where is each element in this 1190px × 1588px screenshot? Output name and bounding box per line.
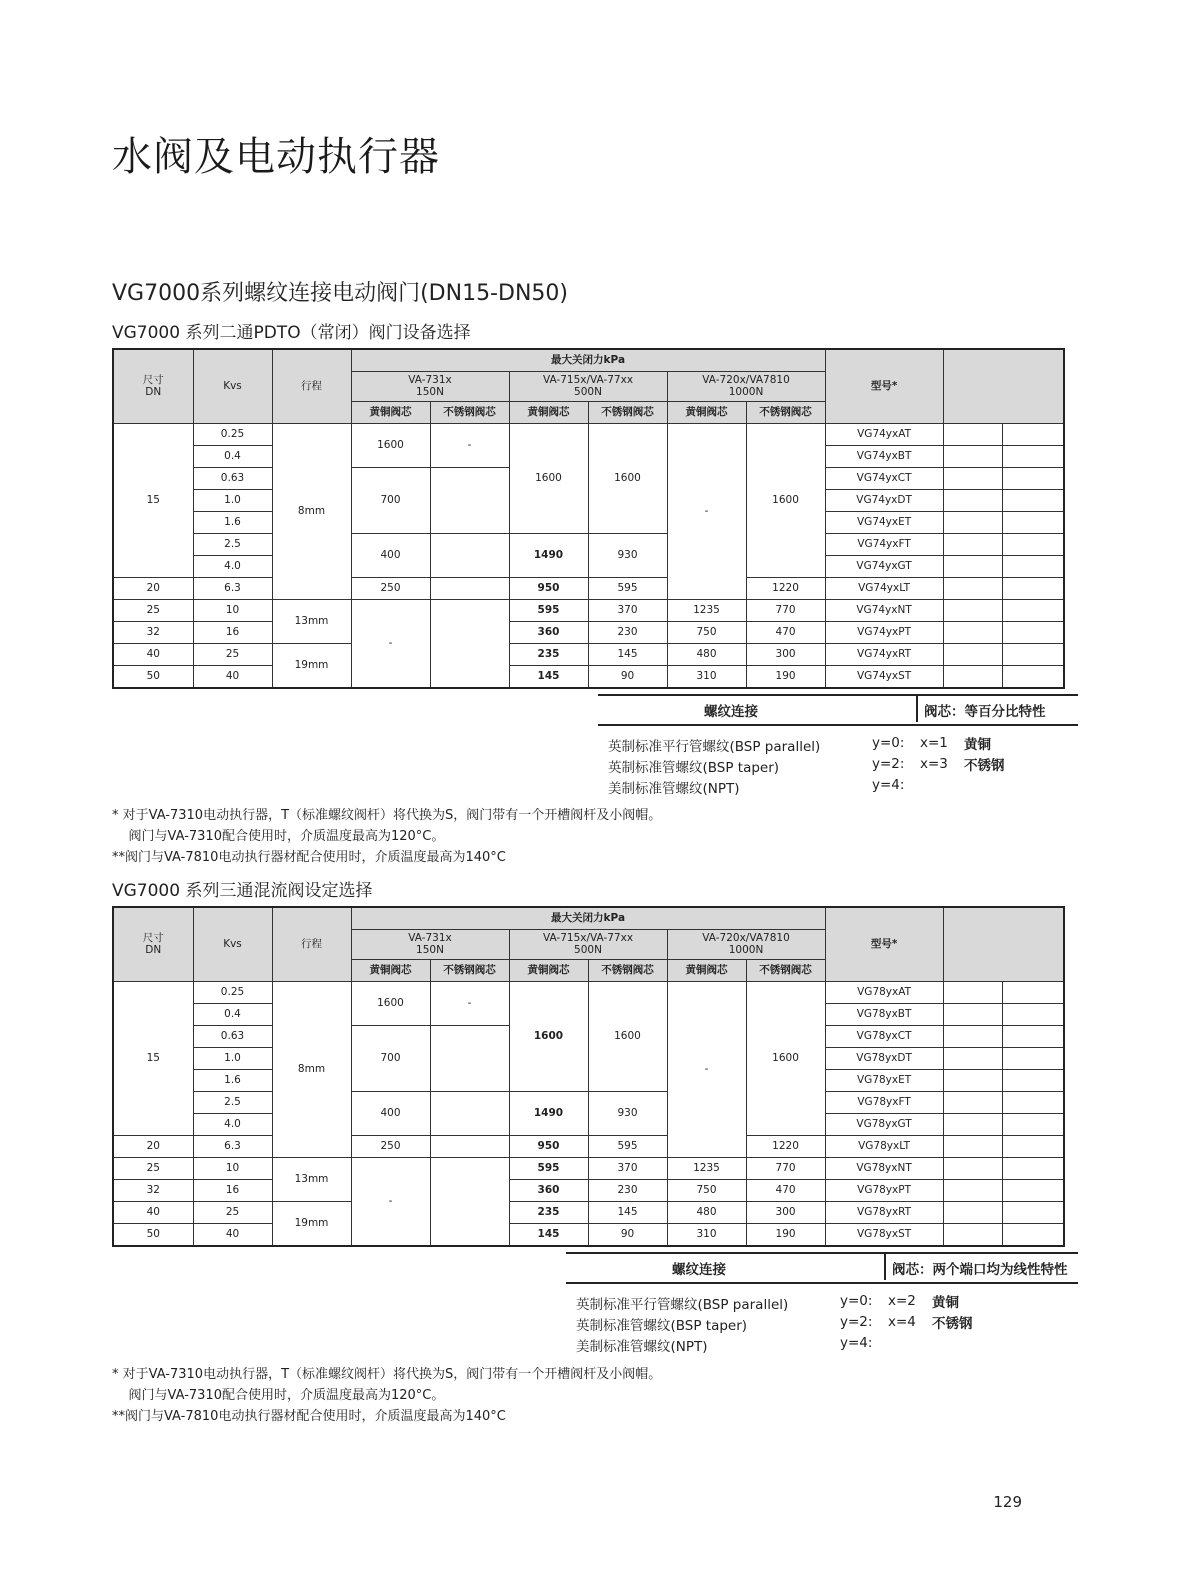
cell-model: VG74yxET <box>825 512 943 534</box>
header-size-dn: 尺寸 DN <box>113 349 193 424</box>
cell-kvs: 1.0 <box>193 490 272 512</box>
cell-c2-steel: 595 <box>588 1136 667 1158</box>
header-max-close: 最大关闭力kPa <box>351 349 825 372</box>
cell-model: VG74yxDT <box>825 490 943 512</box>
cell-model: VG74yxNT <box>825 600 943 622</box>
note-line: **阀门与VA-7810电动执行器材配合使用时，介质温度最高为140°C <box>112 850 506 865</box>
cell-kvs: 0.63 <box>193 1026 272 1048</box>
cell-model: VG78yxET <box>825 1070 943 1092</box>
cell-c2-brass: 235 <box>509 644 588 666</box>
cell-c3-brass: 750 <box>667 1180 746 1202</box>
header-model: 型号* <box>825 907 943 982</box>
table2-notes <box>112 1364 661 1427</box>
table-row <box>113 666 1064 689</box>
cell-kvs: 16 <box>193 622 272 644</box>
cell-c2-brass: 950 <box>509 578 588 600</box>
cell-c3-brass: - <box>667 982 746 1158</box>
legend-row-material: 不锈钢 <box>932 1316 973 1332</box>
cell-kvs: 1.0 <box>193 1048 272 1070</box>
legend-row-y: y=4: <box>872 777 905 793</box>
cell-dn: 20 <box>113 1136 193 1158</box>
legend-row-y: y=0: <box>872 735 905 751</box>
header-steel: 不锈钢阀芯 <box>746 402 825 424</box>
cell-c3-steel: 770 <box>746 600 825 622</box>
cell-c1-brass: 700 <box>351 468 430 534</box>
cell-c1-brass: 400 <box>351 534 430 578</box>
cell-c2-steel: 595 <box>588 578 667 600</box>
cell-stroke: 13mm <box>272 1158 351 1202</box>
cell-model: VG74yxLT <box>825 578 943 600</box>
cell-c2-steel: 930 <box>588 1092 667 1136</box>
cell-kvs: 6.3 <box>193 578 272 600</box>
header-stroke: 行程 <box>272 907 351 982</box>
cell-kvs: 25 <box>193 1202 272 1224</box>
cell-dn: 15 <box>113 982 193 1136</box>
cell-model: VG74yxST <box>825 666 943 689</box>
cell-model: VG78yxGT <box>825 1114 943 1136</box>
cell-c2-brass: 145 <box>509 666 588 689</box>
note-line: 阀门与VA-7310配合使用时，介质温度最高为120°C。 <box>112 1388 445 1403</box>
legend-row-material: 黄铜 <box>964 737 991 753</box>
table2-title: VG7000 系列三通混流阀设定选择 <box>112 881 373 901</box>
table-row <box>113 1092 1064 1114</box>
cell-dn: 20 <box>113 578 193 600</box>
header-kvs: Kvs <box>193 349 272 424</box>
cell-c2-brass: 1600 <box>509 424 588 534</box>
cell-dn: 15 <box>113 424 193 578</box>
legend-core: 阀芯：等百分比特性 <box>924 704 1046 720</box>
cell-c2-brass: 950 <box>509 1136 588 1158</box>
cell-kvs: 6.3 <box>193 1136 272 1158</box>
table-row <box>113 1180 1064 1202</box>
header-steel: 不锈钢阀芯 <box>746 960 825 982</box>
cell-c1-steel: - <box>430 982 509 1026</box>
legend-row-label: 英制标准管螺纹(BSP taper) <box>576 1318 748 1334</box>
table2-spec-table <box>112 906 1065 1247</box>
cell-kvs: 16 <box>193 1180 272 1202</box>
cell-c2-steel: 370 <box>588 600 667 622</box>
cell-dn: 40 <box>113 1202 193 1224</box>
cell-c3-steel: 1600 <box>746 982 825 1136</box>
cell-c3-steel: 190 <box>746 666 825 689</box>
cell-kvs: 10 <box>193 1158 272 1180</box>
cell-model: VG74yxGT <box>825 556 943 578</box>
legend-connection: 螺纹连接 <box>672 1262 726 1278</box>
cell-stroke: 19mm <box>272 644 351 689</box>
cell-c3-steel: 300 <box>746 1202 825 1224</box>
cell-stroke: 8mm <box>272 424 351 600</box>
table-row <box>113 1158 1064 1180</box>
table-row <box>113 424 1064 446</box>
cell-c3-steel: 190 <box>746 1224 825 1247</box>
section-title: VG7000系列螺纹连接电动阀门(DN15-DN50) <box>112 281 568 306</box>
cell-kvs: 0.4 <box>193 446 272 468</box>
note-line: * 对于VA-7310电动执行器，T（标准螺纹阀杆）将代换为S，阀门带有一个开槽阀杆及小阀帽。 <box>112 808 662 823</box>
legend-row-material: 黄铜 <box>932 1295 959 1311</box>
cell-kvs: 1.6 <box>193 512 272 534</box>
cell-c2-brass: 595 <box>509 1158 588 1180</box>
cell-dn: 25 <box>113 1158 193 1180</box>
note-line: * 对于VA-7310电动执行器，T（标准螺纹阀杆）将代换为S，阀门带有一个开槽阀杆及小阀帽。 <box>112 1367 662 1382</box>
cell-model: VG78yxFT <box>825 1092 943 1114</box>
legend-core: 阀芯：两个端口均为线性特性 <box>892 1262 1068 1278</box>
legend-row-x: x=4 <box>888 1314 916 1330</box>
legend-row-y: y=2: <box>872 756 905 772</box>
header-act3: VA-720x/VA7810 1000N <box>667 930 825 960</box>
cell-c2-brass: 360 <box>509 1180 588 1202</box>
cell-model: VG74yxCT <box>825 468 943 490</box>
header-steel: 不锈钢阀芯 <box>588 402 667 424</box>
cell-dn: 32 <box>113 622 193 644</box>
table-row <box>113 622 1064 644</box>
cell-c3-steel: 1600 <box>746 424 825 578</box>
legend-connection: 螺纹连接 <box>704 704 758 720</box>
cell-kvs: 25 <box>193 644 272 666</box>
table1-notes <box>112 805 661 868</box>
legend-row-label: 美制标准管螺纹(NPT) <box>608 781 740 797</box>
cell-c3-brass: 1235 <box>667 600 746 622</box>
header-act1: VA-731x 150N <box>351 930 509 960</box>
header-steel: 不锈钢阀芯 <box>430 960 509 982</box>
legend-row-label: 美制标准管螺纹(NPT) <box>576 1339 708 1355</box>
header-brass: 黄铜阀芯 <box>351 402 430 424</box>
cell-c2-steel: 930 <box>588 534 667 578</box>
cell-kvs: 40 <box>193 1224 272 1247</box>
cell-c2-steel: 90 <box>588 1224 667 1247</box>
header-steel: 不锈钢阀芯 <box>588 960 667 982</box>
cell-c2-steel: 145 <box>588 644 667 666</box>
cell-c2-brass: 1490 <box>509 534 588 578</box>
cell-dn: 25 <box>113 600 193 622</box>
cell-c1-steel: - <box>430 424 509 468</box>
cell-model: VG78yxCT <box>825 1026 943 1048</box>
header-act2: VA-715x/VA-77xx 500N <box>509 372 667 402</box>
cell-model: VG78yxAT <box>825 982 943 1004</box>
cell-c2-steel: 1600 <box>588 982 667 1092</box>
cell-c3-steel: 770 <box>746 1158 825 1180</box>
cell-c2-steel: 230 <box>588 1180 667 1202</box>
cell-c3-brass: 1235 <box>667 1158 746 1180</box>
cell-model: VG78yxNT <box>825 1158 943 1180</box>
cell-c3-brass: - <box>667 424 746 600</box>
cell-c3-steel: 1220 <box>746 578 825 600</box>
cell-dn: 40 <box>113 644 193 666</box>
legend-row-x: x=1 <box>920 735 948 751</box>
cell-model: VG78yxBT <box>825 1004 943 1026</box>
header-max-close: 最大关闭力kPa <box>351 907 825 930</box>
cell-model: VG74yxAT <box>825 424 943 446</box>
cell-c3-brass: 750 <box>667 622 746 644</box>
cell-kvs: 4.0 <box>193 1114 272 1136</box>
cell-c1-brass: 400 <box>351 1092 430 1136</box>
cell-kvs: 2.5 <box>193 534 272 556</box>
legend-divider <box>916 694 918 722</box>
header-model: 型号* <box>825 349 943 424</box>
cell-c1-brass: - <box>351 1158 430 1247</box>
header-size-dn: 尺寸 DN <box>113 907 193 982</box>
cell-c3-steel: 470 <box>746 622 825 644</box>
header-brass: 黄铜阀芯 <box>667 402 746 424</box>
cell-model: VG74yxPT <box>825 622 943 644</box>
header-brass: 黄铜阀芯 <box>351 960 430 982</box>
header-blank <box>943 349 1064 424</box>
cell-c1-brass: - <box>351 600 430 689</box>
cell-c2-steel: 145 <box>588 1202 667 1224</box>
cell-stroke: 8mm <box>272 982 351 1158</box>
cell-kvs: 4.0 <box>193 556 272 578</box>
cell-c2-steel: 90 <box>588 666 667 689</box>
header-stroke: 行程 <box>272 349 351 424</box>
table-row <box>113 578 1064 600</box>
header-brass: 黄铜阀芯 <box>509 960 588 982</box>
cell-c3-steel: 300 <box>746 644 825 666</box>
cell-stroke: 13mm <box>272 600 351 644</box>
header-act3: VA-720x/VA7810 1000N <box>667 372 825 402</box>
cell-kvs: 10 <box>193 600 272 622</box>
header-act2: VA-715x/VA-77xx 500N <box>509 930 667 960</box>
cell-c2-brass: 145 <box>509 1224 588 1247</box>
table-row <box>113 982 1064 1004</box>
table-row <box>113 1202 1064 1224</box>
note-line: 阀门与VA-7310配合使用时，介质温度最高为120°C。 <box>112 829 445 844</box>
table-row <box>113 534 1064 556</box>
cell-c2-brass: 1490 <box>509 1092 588 1136</box>
cell-c2-steel: 370 <box>588 1158 667 1180</box>
table1-title: VG7000 系列二通PDTO（常闭）阀门设备选择 <box>112 323 471 343</box>
cell-c1-brass: 1600 <box>351 424 430 468</box>
cell-dn: 50 <box>113 1224 193 1247</box>
cell-c3-steel: 1220 <box>746 1136 825 1158</box>
cell-c2-brass: 1600 <box>509 982 588 1092</box>
cell-model: VG74yxRT <box>825 644 943 666</box>
cell-model: VG78yxPT <box>825 1180 943 1202</box>
cell-c3-steel: 470 <box>746 1180 825 1202</box>
legend-row-x: x=2 <box>888 1293 916 1309</box>
cell-model: VG78yxDT <box>825 1048 943 1070</box>
cell-kvs: 2.5 <box>193 1092 272 1114</box>
legend-row-material: 不锈钢 <box>964 758 1005 774</box>
cell-model: VG78yxLT <box>825 1136 943 1158</box>
legend-row-y: y=2: <box>840 1314 873 1330</box>
table-row <box>113 1136 1064 1158</box>
legend-row-y: y=0: <box>840 1293 873 1309</box>
cell-kvs: 0.25 <box>193 424 272 446</box>
table2-legend <box>566 1252 1078 1362</box>
header-brass: 黄铜阀芯 <box>667 960 746 982</box>
cell-c1-brass: 1600 <box>351 982 430 1026</box>
cell-dn: 32 <box>113 1180 193 1202</box>
cell-model: VG74yxFT <box>825 534 943 556</box>
legend-row-y: y=4: <box>840 1335 873 1351</box>
table1-spec-table <box>112 348 1065 689</box>
cell-c2-brass: 235 <box>509 1202 588 1224</box>
table-row <box>113 1224 1064 1247</box>
legend-row-x: x=3 <box>920 756 948 772</box>
table-row <box>113 600 1064 622</box>
header-act1: VA-731x 150N <box>351 372 509 402</box>
table1-legend <box>598 694 1078 804</box>
cell-model: VG78yxST <box>825 1224 943 1247</box>
legend-row-label: 英制标准管螺纹(BSP taper) <box>608 760 780 776</box>
cell-kvs: 0.63 <box>193 468 272 490</box>
page-number: 129 <box>993 1493 1022 1511</box>
cell-model: VG74yxBT <box>825 446 943 468</box>
cell-stroke: 19mm <box>272 1202 351 1247</box>
header-kvs: Kvs <box>193 907 272 982</box>
cell-dn: 50 <box>113 666 193 689</box>
cell-model: VG78yxRT <box>825 1202 943 1224</box>
cell-c1-brass: 250 <box>351 1136 430 1158</box>
legend-divider <box>884 1252 886 1280</box>
cell-c1-brass: 250 <box>351 578 430 600</box>
cell-kvs: 0.25 <box>193 982 272 1004</box>
page-title: 水阀及电动执行器 <box>112 134 440 180</box>
table-row <box>113 644 1064 666</box>
header-brass: 黄铜阀芯 <box>509 402 588 424</box>
cell-c2-steel: 230 <box>588 622 667 644</box>
note-line: **阀门与VA-7810电动执行器材配合使用时，介质温度最高为140°C <box>112 1409 506 1424</box>
cell-c3-brass: 310 <box>667 1224 746 1247</box>
cell-c3-brass: 310 <box>667 666 746 689</box>
header-steel: 不锈钢阀芯 <box>430 402 509 424</box>
cell-c3-brass: 480 <box>667 644 746 666</box>
cell-c3-brass: 480 <box>667 1202 746 1224</box>
cell-c2-brass: 595 <box>509 600 588 622</box>
cell-kvs: 1.6 <box>193 1070 272 1092</box>
cell-c1-brass: 700 <box>351 1026 430 1092</box>
legend-row-label: 英制标准平行管螺纹(BSP parallel) <box>608 739 821 755</box>
cell-kvs: 40 <box>193 666 272 689</box>
legend-row-label: 英制标准平行管螺纹(BSP parallel) <box>576 1297 789 1313</box>
cell-kvs: 0.4 <box>193 1004 272 1026</box>
header-blank <box>943 907 1064 982</box>
cell-c2-steel: 1600 <box>588 424 667 534</box>
cell-c2-brass: 360 <box>509 622 588 644</box>
